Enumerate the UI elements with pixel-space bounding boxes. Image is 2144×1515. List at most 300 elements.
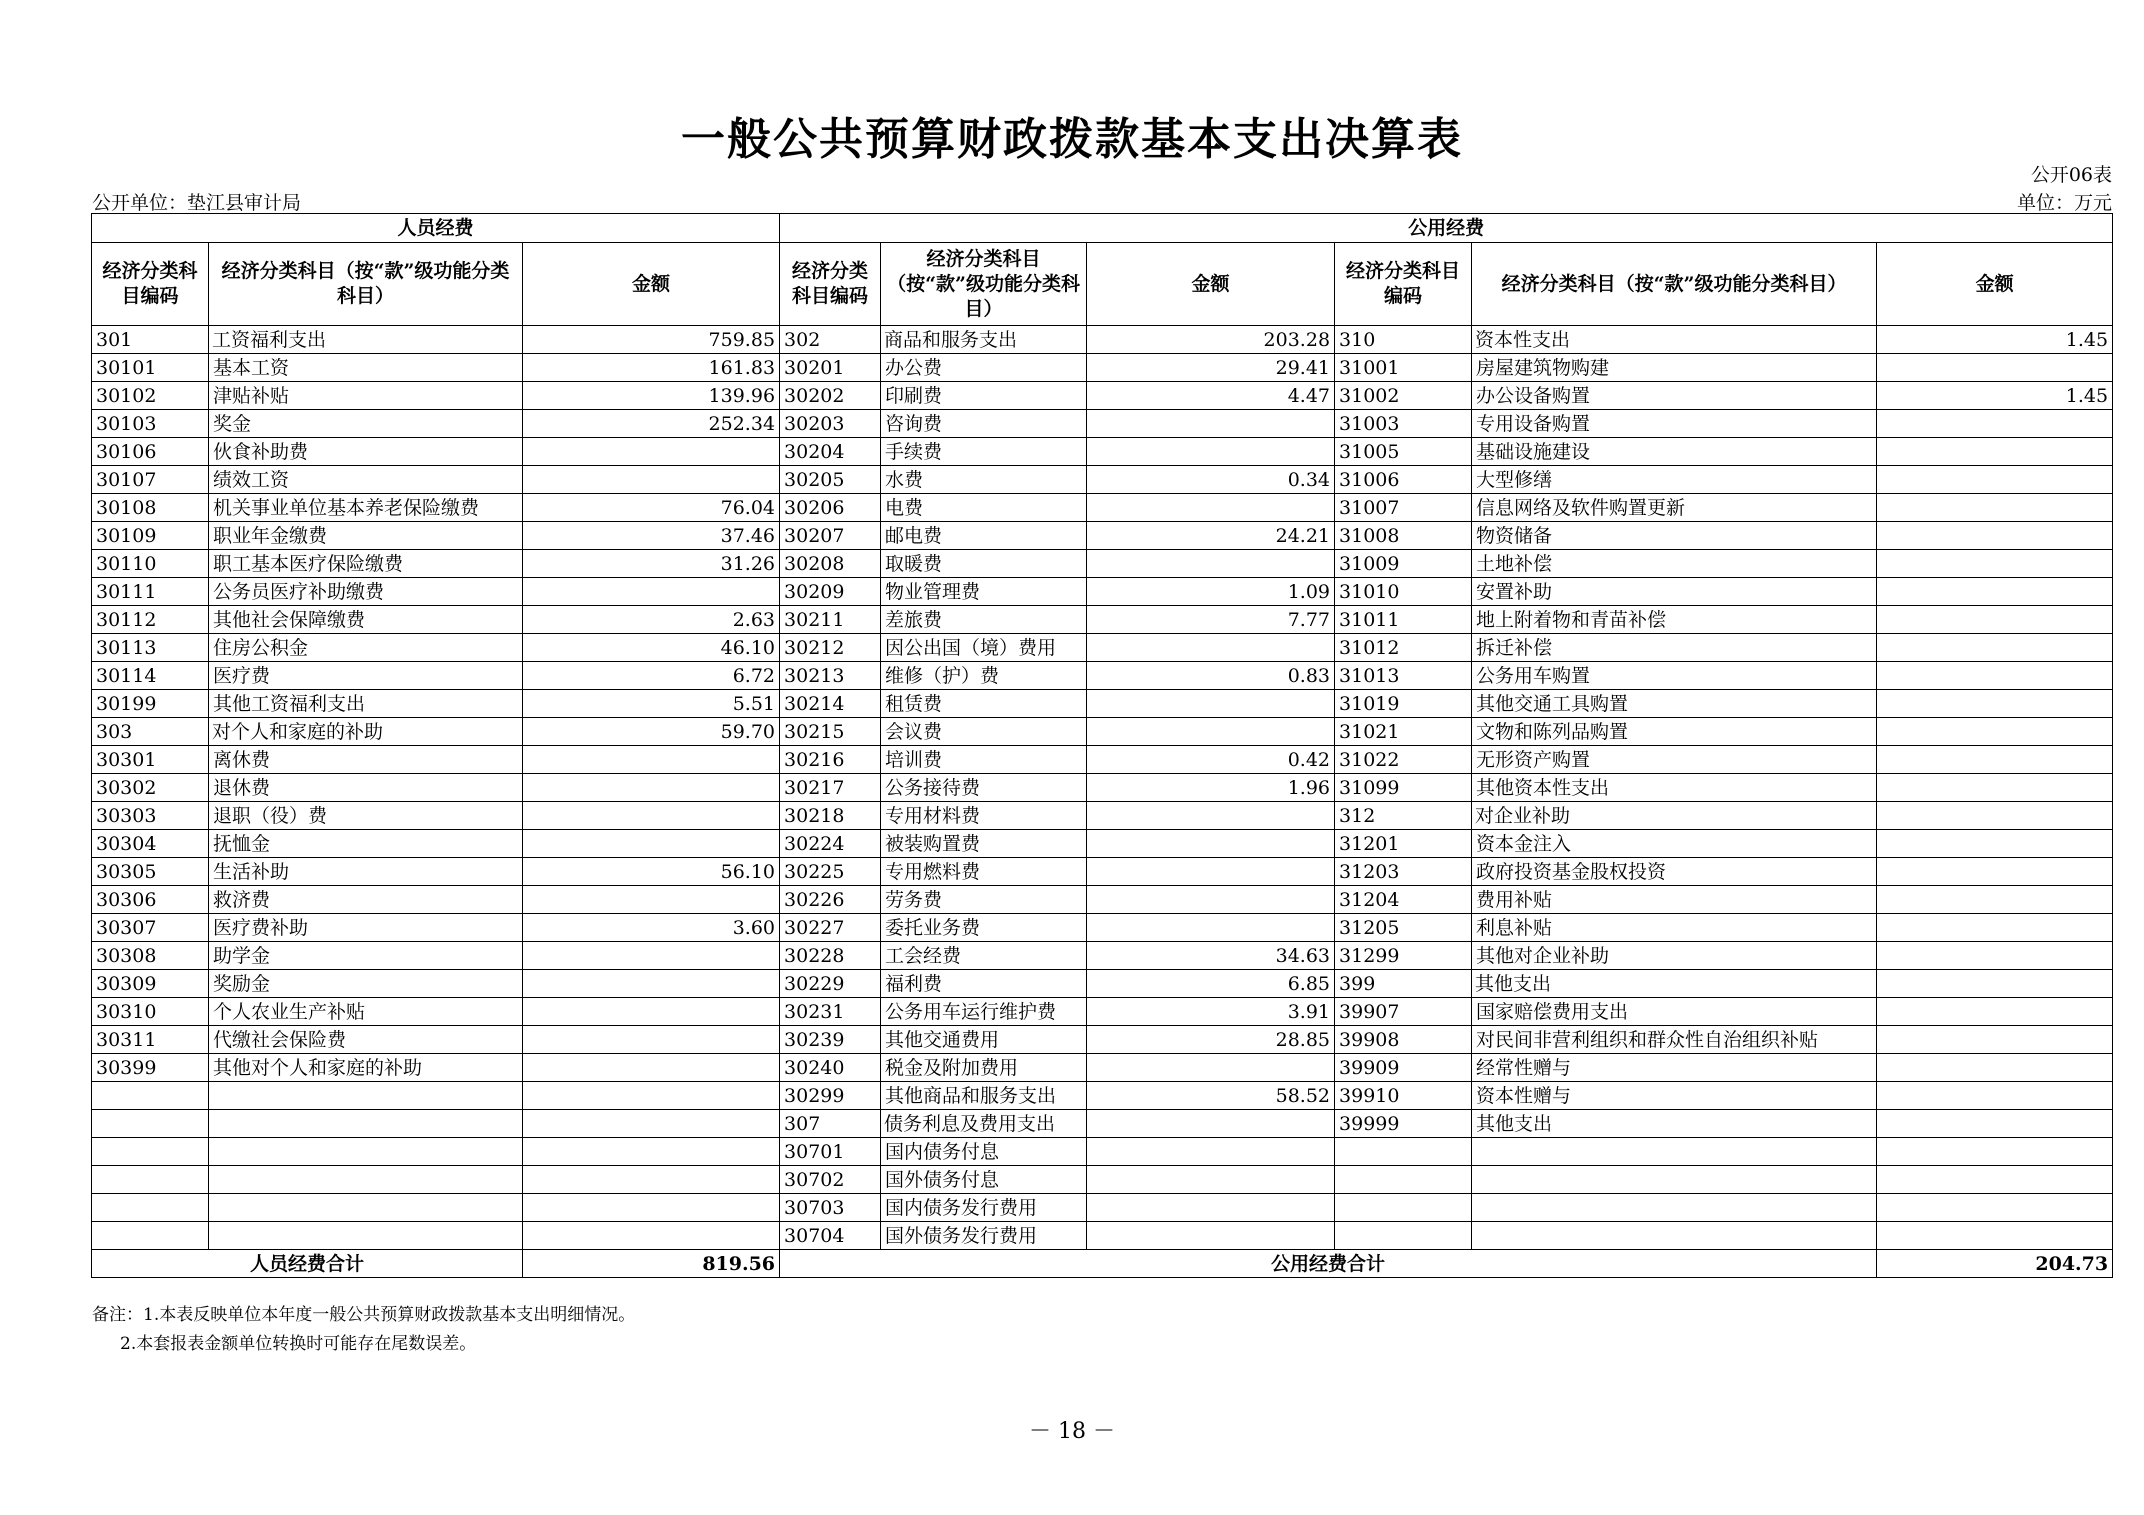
cell-code: 30108 <box>92 494 209 522</box>
cell-code: 30206 <box>780 494 881 522</box>
cell-amount: 3.60 <box>523 914 780 942</box>
table-number: 公开06表 <box>2030 164 2112 186</box>
cell-amount: 0.34 <box>1087 466 1335 494</box>
cell-amount <box>1877 914 2113 942</box>
cell-code: 30307 <box>92 914 209 942</box>
cell-name: 代缴社会保险费 <box>209 1026 523 1054</box>
cell-name: 职工基本医疗保险缴费 <box>209 550 523 578</box>
cell-code: 30201 <box>780 354 881 382</box>
cell-name: 退休费 <box>209 774 523 802</box>
cell-code: 31001 <box>1335 354 1472 382</box>
cell-amount <box>1877 662 2113 690</box>
cell-code: 30107 <box>92 466 209 494</box>
cell-amount <box>1877 466 2113 494</box>
cell-amount: 31.26 <box>523 550 780 578</box>
totals-row <box>92 1250 2113 1278</box>
cell-amount: 759.85 <box>523 326 780 354</box>
cell-code: 30239 <box>780 1026 881 1054</box>
cell-name: 费用补贴 <box>1472 886 1877 914</box>
cell-code: 310 <box>1335 326 1472 354</box>
cell-code: 30106 <box>92 438 209 466</box>
cell-code: 39908 <box>1335 1026 1472 1054</box>
cell-name: 咨询费 <box>881 410 1087 438</box>
cell-name <box>209 1222 523 1250</box>
cell-code: 31007 <box>1335 494 1472 522</box>
cell-code <box>92 1138 209 1166</box>
cell-code <box>92 1194 209 1222</box>
cell-amount <box>523 466 780 494</box>
cell-name: 国外债务发行费用 <box>881 1222 1087 1250</box>
cell-amount: 3.91 <box>1087 998 1335 1026</box>
cell-code <box>92 1110 209 1138</box>
cell-name: 伙食补助费 <box>209 438 523 466</box>
cell-name: 奖励金 <box>209 970 523 998</box>
cell-code: 30215 <box>780 718 881 746</box>
cell-code: 30203 <box>780 410 881 438</box>
cell-amount: 203.28 <box>1087 326 1335 354</box>
column-header-row <box>92 243 2113 326</box>
cell-code: 30110 <box>92 550 209 578</box>
cell-amount: 0.83 <box>1087 662 1335 690</box>
cell-amount <box>1087 438 1335 466</box>
cell-name: 信息网络及软件购置更新 <box>1472 494 1877 522</box>
cell-amount <box>1087 1194 1335 1222</box>
cell-name: 土地补偿 <box>1472 550 1877 578</box>
cell-amount: 161.83 <box>523 354 780 382</box>
table-row <box>92 718 2113 746</box>
cell-code: 30214 <box>780 690 881 718</box>
cell-amount <box>1877 830 2113 858</box>
cell-amount <box>1087 914 1335 942</box>
cell-amount <box>523 746 780 774</box>
cell-code: 39907 <box>1335 998 1472 1026</box>
cell-code: 307 <box>780 1110 881 1138</box>
cell-code: 30103 <box>92 410 209 438</box>
cell-code <box>92 1166 209 1194</box>
cell-code: 30208 <box>780 550 881 578</box>
cell-code: 30111 <box>92 578 209 606</box>
currency-unit: 单位：万元 <box>2016 192 2112 214</box>
public-total-value: 204.73 <box>1877 1250 2113 1278</box>
section-personnel: 人员经费 <box>92 214 780 243</box>
cell-code: 301 <box>92 326 209 354</box>
table-row <box>92 662 2113 690</box>
table-row <box>92 1194 2113 1222</box>
table-row <box>92 410 2113 438</box>
cell-code: 31204 <box>1335 886 1472 914</box>
cell-code: 30213 <box>780 662 881 690</box>
header-code-3: 经济分类科目编码 <box>1335 243 1472 326</box>
cell-amount <box>1087 830 1335 858</box>
cell-code: 31008 <box>1335 522 1472 550</box>
cell-name: 公务接待费 <box>881 774 1087 802</box>
cell-amount <box>523 1166 780 1194</box>
cell-name: 劳务费 <box>881 886 1087 914</box>
cell-amount: 252.34 <box>523 410 780 438</box>
cell-amount: 56.10 <box>523 858 780 886</box>
cell-amount: 1.09 <box>1087 578 1335 606</box>
table-row <box>92 1026 2113 1054</box>
cell-code: 30109 <box>92 522 209 550</box>
cell-amount: 29.41 <box>1087 354 1335 382</box>
cell-name: 电费 <box>881 494 1087 522</box>
cell-code: 31099 <box>1335 774 1472 802</box>
cell-amount <box>523 1082 780 1110</box>
cell-name: 抚恤金 <box>209 830 523 858</box>
cell-code: 312 <box>1335 802 1472 830</box>
cell-amount <box>523 886 780 914</box>
cell-amount: 5.51 <box>523 690 780 718</box>
cell-code: 30299 <box>780 1082 881 1110</box>
cell-amount <box>523 438 780 466</box>
page-number: － 18 － <box>1029 1419 1115 1444</box>
personnel-total-value: 819.56 <box>523 1250 780 1278</box>
cell-code: 30305 <box>92 858 209 886</box>
cell-code: 31022 <box>1335 746 1472 774</box>
table-row <box>92 634 2113 662</box>
cell-name: 对民间非营利组织和群众性自治组织补贴 <box>1472 1026 1877 1054</box>
cell-code: 30218 <box>780 802 881 830</box>
cell-name <box>209 1194 523 1222</box>
table-row <box>92 970 2113 998</box>
cell-code: 30306 <box>92 886 209 914</box>
cell-code: 30224 <box>780 830 881 858</box>
cell-amount <box>1087 1138 1335 1166</box>
cell-amount <box>523 1138 780 1166</box>
cell-amount <box>1877 690 2113 718</box>
cell-amount <box>1877 606 2113 634</box>
cell-code: 30309 <box>92 970 209 998</box>
table-row <box>92 830 2113 858</box>
cell-code: 31005 <box>1335 438 1472 466</box>
cell-name: 个人农业生产补贴 <box>209 998 523 1026</box>
cell-name: 福利费 <box>881 970 1087 998</box>
cell-name: 国家赔偿费用支出 <box>1472 998 1877 1026</box>
cell-amount <box>523 830 780 858</box>
table-row <box>92 1166 2113 1194</box>
cell-code <box>1335 1222 1472 1250</box>
cell-name: 公务用车购置 <box>1472 662 1877 690</box>
cell-amount: 1.45 <box>1877 382 2113 410</box>
cell-amount <box>1877 1166 2113 1194</box>
header-code-1: 经济分类科目编码 <box>92 243 209 326</box>
cell-name <box>1472 1194 1877 1222</box>
cell-amount: 46.10 <box>523 634 780 662</box>
cell-code: 30102 <box>92 382 209 410</box>
header-name-3: 经济分类科目（按“款”级功能分类科目） <box>1472 243 1877 326</box>
header-code-2: 经济分类科目编码 <box>780 243 881 326</box>
cell-code: 30113 <box>92 634 209 662</box>
cell-name: 水费 <box>881 466 1087 494</box>
cell-name: 利息补贴 <box>1472 914 1877 942</box>
cell-code <box>92 1082 209 1110</box>
cell-amount <box>1877 718 2113 746</box>
cell-amount <box>1877 522 2113 550</box>
cell-amount <box>1877 634 2113 662</box>
cell-amount <box>1877 942 2113 970</box>
cell-name: 资本性支出 <box>1472 326 1877 354</box>
cell-code: 30704 <box>780 1222 881 1250</box>
table-row <box>92 550 2113 578</box>
table-row <box>92 382 2113 410</box>
cell-name: 绩效工资 <box>209 466 523 494</box>
table-row <box>92 1110 2113 1138</box>
cell-name: 租赁费 <box>881 690 1087 718</box>
cell-name: 助学金 <box>209 942 523 970</box>
cell-amount <box>1877 970 2113 998</box>
cell-amount: 1.45 <box>1877 326 2113 354</box>
cell-code: 31006 <box>1335 466 1472 494</box>
cell-code: 30310 <box>92 998 209 1026</box>
header-amount-3: 金额 <box>1877 243 2113 326</box>
cell-code: 30301 <box>92 746 209 774</box>
cell-code: 30308 <box>92 942 209 970</box>
cell-amount: 37.46 <box>523 522 780 550</box>
cell-code: 31010 <box>1335 578 1472 606</box>
table-row <box>92 942 2113 970</box>
cell-name: 其他对个人和家庭的补助 <box>209 1054 523 1082</box>
cell-name <box>209 1138 523 1166</box>
cell-name: 退职（役）费 <box>209 802 523 830</box>
cell-code <box>92 1222 209 1250</box>
cell-amount <box>523 998 780 1026</box>
cell-name: 地上附着物和青苗补偿 <box>1472 606 1877 634</box>
cell-amount <box>1087 886 1335 914</box>
cell-code: 39999 <box>1335 1110 1472 1138</box>
personnel-total-label: 人员经费合计 <box>92 1250 523 1278</box>
cell-amount <box>1877 494 2113 522</box>
table-row <box>92 1222 2113 1250</box>
cell-amount: 6.72 <box>523 662 780 690</box>
cell-amount <box>1087 802 1335 830</box>
cell-amount <box>523 578 780 606</box>
cell-code: 31205 <box>1335 914 1472 942</box>
cell-name: 会议费 <box>881 718 1087 746</box>
cell-name: 离休费 <box>209 746 523 774</box>
cell-name: 专用设备购置 <box>1472 410 1877 438</box>
table-row <box>92 494 2113 522</box>
cell-code: 30703 <box>780 1194 881 1222</box>
cell-amount <box>1087 1110 1335 1138</box>
cell-name: 大型修缮 <box>1472 466 1877 494</box>
notes <box>92 1301 635 1359</box>
cell-name: 安置补助 <box>1472 578 1877 606</box>
cell-amount <box>1087 634 1335 662</box>
cell-code: 39909 <box>1335 1054 1472 1082</box>
note-2: 2.本套报表金额单位转换时可能存在尾数误差。 <box>120 1334 477 1354</box>
cell-name: 职业年金缴费 <box>209 522 523 550</box>
cell-name: 国内债务付息 <box>881 1138 1087 1166</box>
cell-name: 专用燃料费 <box>881 858 1087 886</box>
cell-code: 30216 <box>780 746 881 774</box>
table-row <box>92 466 2113 494</box>
cell-amount <box>1877 746 2113 774</box>
cell-code: 31019 <box>1335 690 1472 718</box>
cell-name: 救济费 <box>209 886 523 914</box>
cell-name: 被装购置费 <box>881 830 1087 858</box>
table-row <box>92 354 2113 382</box>
cell-code: 30101 <box>92 354 209 382</box>
header-amount-2: 金额 <box>1087 243 1335 326</box>
cell-amount <box>1877 1082 2113 1110</box>
reporting-unit: 公开单位：垫江县审计局 <box>92 192 302 214</box>
cell-name: 政府投资基金股权投资 <box>1472 858 1877 886</box>
cell-amount <box>523 1054 780 1082</box>
cell-code: 31003 <box>1335 410 1472 438</box>
cell-code: 31203 <box>1335 858 1472 886</box>
cell-amount <box>1877 1110 2113 1138</box>
cell-name: 无形资产购置 <box>1472 746 1877 774</box>
cell-amount: 34.63 <box>1087 942 1335 970</box>
table-row <box>92 886 2113 914</box>
cell-name: 资本金注入 <box>1472 830 1877 858</box>
cell-code: 31021 <box>1335 718 1472 746</box>
cell-name <box>209 1110 523 1138</box>
cell-amount <box>1087 690 1335 718</box>
cell-code: 31011 <box>1335 606 1472 634</box>
cell-amount: 6.85 <box>1087 970 1335 998</box>
cell-name: 医疗费 <box>209 662 523 690</box>
cell-amount <box>523 802 780 830</box>
cell-amount <box>523 774 780 802</box>
cell-amount <box>1877 886 2113 914</box>
cell-amount <box>1877 354 2113 382</box>
cell-code: 30302 <box>92 774 209 802</box>
cell-name: 生活补助 <box>209 858 523 886</box>
cell-amount <box>523 970 780 998</box>
cell-amount <box>1877 858 2113 886</box>
cell-name: 公务用车运行维护费 <box>881 998 1087 1026</box>
cell-amount <box>1877 578 2113 606</box>
cell-name: 住房公积金 <box>209 634 523 662</box>
cell-name: 债务利息及费用支出 <box>881 1110 1087 1138</box>
cell-name: 工资福利支出 <box>209 326 523 354</box>
cell-name: 印刷费 <box>881 382 1087 410</box>
cell-code: 30207 <box>780 522 881 550</box>
cell-name: 培训费 <box>881 746 1087 774</box>
cell-amount: 139.96 <box>523 382 780 410</box>
table-row <box>92 914 2113 942</box>
cell-code: 302 <box>780 326 881 354</box>
table-row <box>92 690 2113 718</box>
cell-name: 基本工资 <box>209 354 523 382</box>
cell-name: 奖金 <box>209 410 523 438</box>
cell-amount <box>1087 494 1335 522</box>
table-row <box>92 858 2113 886</box>
cell-code: 30240 <box>780 1054 881 1082</box>
cell-name: 工会经费 <box>881 942 1087 970</box>
cell-code: 30229 <box>780 970 881 998</box>
table-row <box>92 438 2113 466</box>
table-row <box>92 1054 2113 1082</box>
table-row <box>92 1138 2113 1166</box>
table-row <box>92 606 2113 634</box>
cell-amount <box>1877 410 2113 438</box>
cell-name <box>209 1166 523 1194</box>
public-total-label: 公用经费合计 <box>780 1250 1877 1278</box>
cell-code: 303 <box>92 718 209 746</box>
cell-amount <box>523 1110 780 1138</box>
cell-code: 30399 <box>92 1054 209 1082</box>
cell-code: 30212 <box>780 634 881 662</box>
cell-amount <box>1087 1166 1335 1194</box>
cell-amount <box>1087 410 1335 438</box>
cell-amount <box>1087 858 1335 886</box>
cell-code: 30204 <box>780 438 881 466</box>
cell-amount <box>1877 1138 2113 1166</box>
cell-name: 其他支出 <box>1472 970 1877 998</box>
cell-code: 30304 <box>92 830 209 858</box>
cell-code: 30202 <box>780 382 881 410</box>
cell-amount <box>1877 998 2113 1026</box>
cell-code: 30217 <box>780 774 881 802</box>
cell-code <box>1335 1194 1472 1222</box>
table-row <box>92 326 2113 354</box>
cell-amount <box>1877 438 2113 466</box>
cell-name: 物业管理费 <box>881 578 1087 606</box>
header-name-1: 经济分类科目（按“款”级功能分类科目） <box>209 243 523 326</box>
cell-name: 其他工资福利支出 <box>209 690 523 718</box>
cell-amount <box>1877 1222 2113 1250</box>
expenditure-table <box>91 213 2113 1278</box>
table-row <box>92 774 2113 802</box>
table-row <box>92 998 2113 1026</box>
cell-code: 30225 <box>780 858 881 886</box>
cell-amount <box>523 1222 780 1250</box>
cell-code <box>1335 1166 1472 1194</box>
cell-name: 办公设备购置 <box>1472 382 1877 410</box>
cell-code: 30701 <box>780 1138 881 1166</box>
cell-code <box>1335 1138 1472 1166</box>
cell-name: 其他交通工具购置 <box>1472 690 1877 718</box>
cell-amount: 24.21 <box>1087 522 1335 550</box>
table-row <box>92 1082 2113 1110</box>
cell-name: 取暖费 <box>881 550 1087 578</box>
cell-amount <box>1087 1054 1335 1082</box>
table-row <box>92 578 2113 606</box>
table-row <box>92 746 2113 774</box>
cell-amount <box>1877 550 2113 578</box>
cell-amount: 0.42 <box>1087 746 1335 774</box>
cell-code: 30209 <box>780 578 881 606</box>
cell-name: 专用材料费 <box>881 802 1087 830</box>
cell-name: 其他资本性支出 <box>1472 774 1877 802</box>
cell-amount: 1.96 <box>1087 774 1335 802</box>
cell-name: 其他交通费用 <box>881 1026 1087 1054</box>
cell-amount <box>523 1194 780 1222</box>
table-row <box>92 802 2113 830</box>
cell-name <box>1472 1222 1877 1250</box>
cell-code: 39910 <box>1335 1082 1472 1110</box>
cell-amount <box>1877 774 2113 802</box>
cell-code: 30211 <box>780 606 881 634</box>
cell-amount <box>523 1026 780 1054</box>
cell-code: 30702 <box>780 1166 881 1194</box>
cell-code: 30303 <box>92 802 209 830</box>
header-name-2: 经济分类科目（按“款”级功能分类科目） <box>881 243 1087 326</box>
cell-name: 其他对企业补助 <box>1472 942 1877 970</box>
cell-amount: 2.63 <box>523 606 780 634</box>
cell-amount: 7.77 <box>1087 606 1335 634</box>
cell-code: 30112 <box>92 606 209 634</box>
cell-amount: 76.04 <box>523 494 780 522</box>
cell-amount <box>1877 1194 2113 1222</box>
note-1: 备注：1.本表反映单位本年度一般公共预算财政拨款基本支出明细情况。 <box>92 1305 636 1325</box>
cell-code: 31012 <box>1335 634 1472 662</box>
cell-code: 30228 <box>780 942 881 970</box>
cell-amount: 4.47 <box>1087 382 1335 410</box>
header-amount-1: 金额 <box>523 243 780 326</box>
